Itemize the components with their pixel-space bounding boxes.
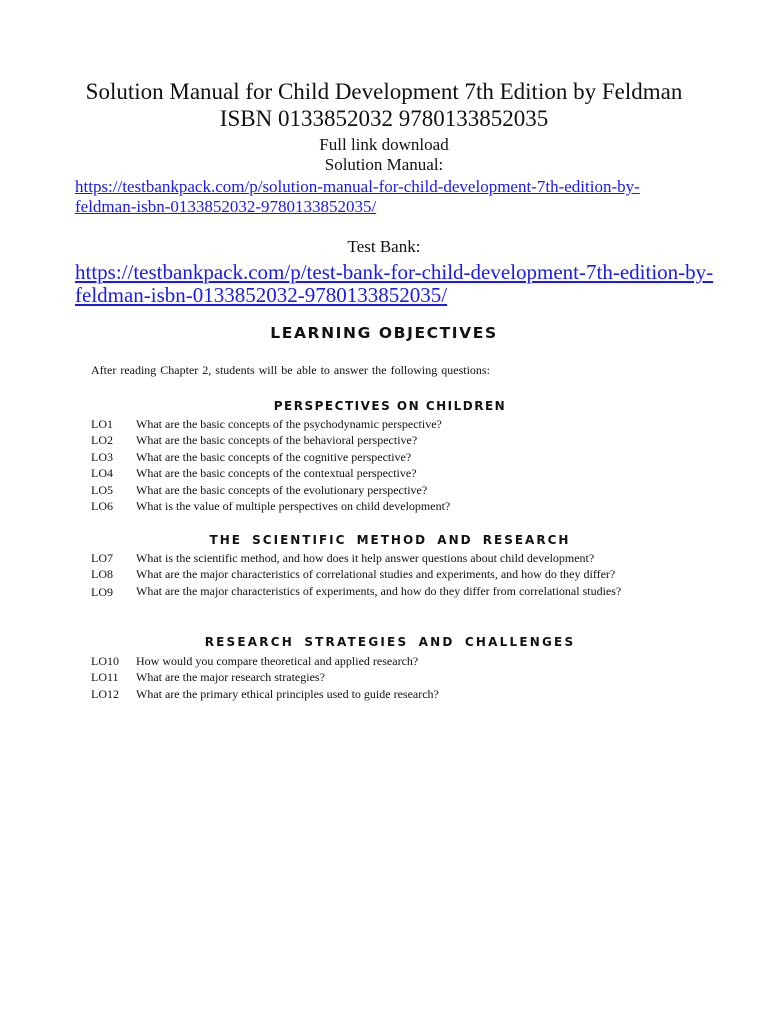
objective-code: LO4 [91, 466, 113, 481]
objective-text: What are the basic concepts of the contextual perspective? [136, 466, 417, 481]
objective-item [91, 416, 711, 432]
objective-text: What are the basic concepts of the behavioral perspective? [136, 433, 418, 448]
solution-manual-label: Solution Manual: [324, 155, 444, 174]
section-heading-scientific-method: THE SCIENTIFIC METHOD AND RESEARCH [209, 533, 571, 547]
objective-code: LO1 [91, 417, 113, 431]
objective-list-perspectives [91, 416, 711, 514]
solution-manual-link[interactable]: https://testbankpack.com/p/solution-manual-for-child-development-7th-edition-by- [75, 177, 640, 196]
objective-item [91, 432, 711, 448]
objective-item [91, 482, 711, 498]
objectives-intro: After reading Chapter 2, students will be able to answer the following questions: [91, 363, 490, 377]
objective-text: What are the primary ethical principles used to guide research? [136, 686, 439, 701]
objective-code: LO6 [91, 499, 113, 514]
objective-item [91, 669, 711, 685]
objective-code: LO11 [91, 670, 119, 685]
objective-item [91, 584, 711, 600]
test-bank-label: Test Bank: [347, 237, 421, 256]
section-heading-research-strategies: RESEARCH STRATEGIES AND CHALLENGES [204, 635, 576, 649]
objective-code: LO3 [91, 449, 113, 464]
objective-text: What are the major research strategies? [136, 670, 325, 685]
objective-list-research-strategies [91, 653, 711, 702]
objective-item [91, 686, 711, 702]
document-title-line2: ISBN 0133852032 9780133852035 [219, 106, 549, 131]
objective-item [91, 465, 711, 481]
test-bank-link-continued[interactable]: feldman-isbn-0133852032-9780133852035/ [75, 283, 448, 307]
document-title-line1: Solution Manual for Child Development 7th Edition by Feldman [85, 79, 683, 104]
objective-text: What are the major characteristics of correlational studies and experiments, and how do they differ? [136, 567, 616, 582]
section-heading-perspectives: PERSPECTIVES ON CHILDREN [273, 399, 507, 413]
objective-text: What are the basic concepts of the cognitive perspective? [136, 449, 412, 464]
objective-text: What are the major characteristics of experiments, and how do they differ from correlational studies? [136, 583, 622, 598]
objective-text: What are the basic concepts of the psychodynamic perspective? [136, 417, 442, 431]
test-bank-link[interactable]: https://testbankpack.com/p/test-bank-for-child-development-7th-edition-by- [75, 260, 714, 284]
full-link-label: Full link download [319, 135, 449, 154]
objective-code: LO5 [91, 482, 113, 497]
objective-item [91, 498, 711, 514]
objective-text: What are the basic concepts of the evolutionary perspective? [136, 482, 428, 497]
objective-item [91, 653, 711, 669]
objective-code: LO12 [91, 686, 119, 701]
objective-text: How would you compare theoretical and applied research? [136, 654, 419, 668]
learning-objectives-heading: LEARNING OBJECTIVES [270, 324, 498, 342]
objective-text: What is the value of multiple perspectives on child development? [136, 499, 451, 514]
objective-item [91, 550, 711, 566]
objective-item [91, 449, 711, 465]
objective-list-scientific-method [91, 550, 711, 600]
objective-code: LO2 [91, 433, 113, 448]
objective-code: LO10 [91, 654, 119, 668]
objective-code: LO7 [91, 551, 113, 565]
objective-code: LO8 [91, 567, 113, 582]
objective-code: LO9 [91, 584, 113, 599]
solution-manual-link-continued[interactable]: feldman-isbn-0133852032-9780133852035/ [75, 197, 377, 216]
objective-item [91, 566, 711, 582]
objective-text: What is the scientific method, and how does it help answer questions about child development? [136, 551, 595, 565]
